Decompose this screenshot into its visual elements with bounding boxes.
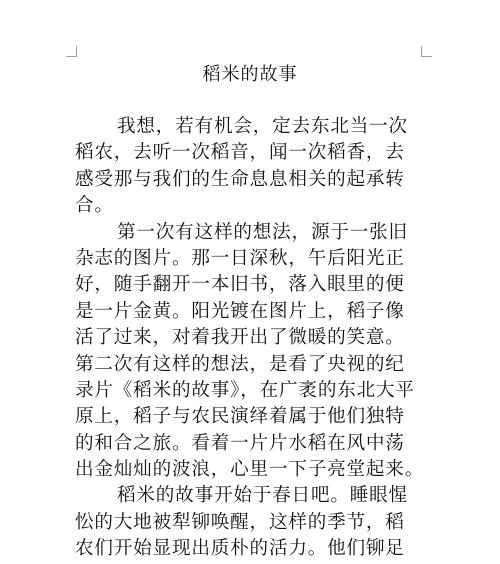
text-line: 第二次有这样的想法，是看了央视的纪: [75, 353, 405, 375]
text-line: 稻农，去听一次稻音，闻一次稻香，去: [75, 142, 405, 164]
text-line: 忪的大地被犁铆唤醒，这样的季节，稻: [75, 511, 405, 533]
text-line: 感受那与我们的生命息息相关的起承转: [75, 168, 405, 190]
text-line: 好，随手翻开一本旧书，落入眼里的便: [75, 274, 405, 296]
text-line: 是一片金黄。阳光镀在图片上，稻子像: [75, 300, 405, 322]
text-line: 稻米的故事开始于春日吧。睡眼惺: [117, 485, 408, 507]
document-title: 稻米的故事: [202, 64, 298, 85]
margin-corner-mark-left: [66, 46, 77, 57]
text-line: 合。: [75, 195, 114, 217]
text-line: 录片《稻米的故事》，在广袤的东北大平: [75, 379, 415, 401]
text-line: 原上，稻子与农民演绎着属于他们独特: [75, 406, 405, 428]
text-line: 农们开始显现出质朴的活力。他们铆足: [75, 538, 405, 560]
text-line: 我想，若有机会，定去东北当一次: [117, 116, 408, 137]
text-line: 杂志的图片。那一日深秋，午后阳光正: [75, 247, 405, 269]
text-line: 出金灿灿的波浪，心里一下子亮堂起来。: [75, 459, 425, 481]
document-body: [75, 114, 435, 563]
text-line: 活了过来，对着我开出了微暖的笑意。: [75, 327, 405, 349]
text-line: 第一次有这样的想法，源于一张旧: [117, 221, 408, 243]
margin-corner-mark-right: [421, 46, 432, 57]
text-line: 的和合之旅。看着一片片水稻在风中荡: [75, 432, 405, 454]
